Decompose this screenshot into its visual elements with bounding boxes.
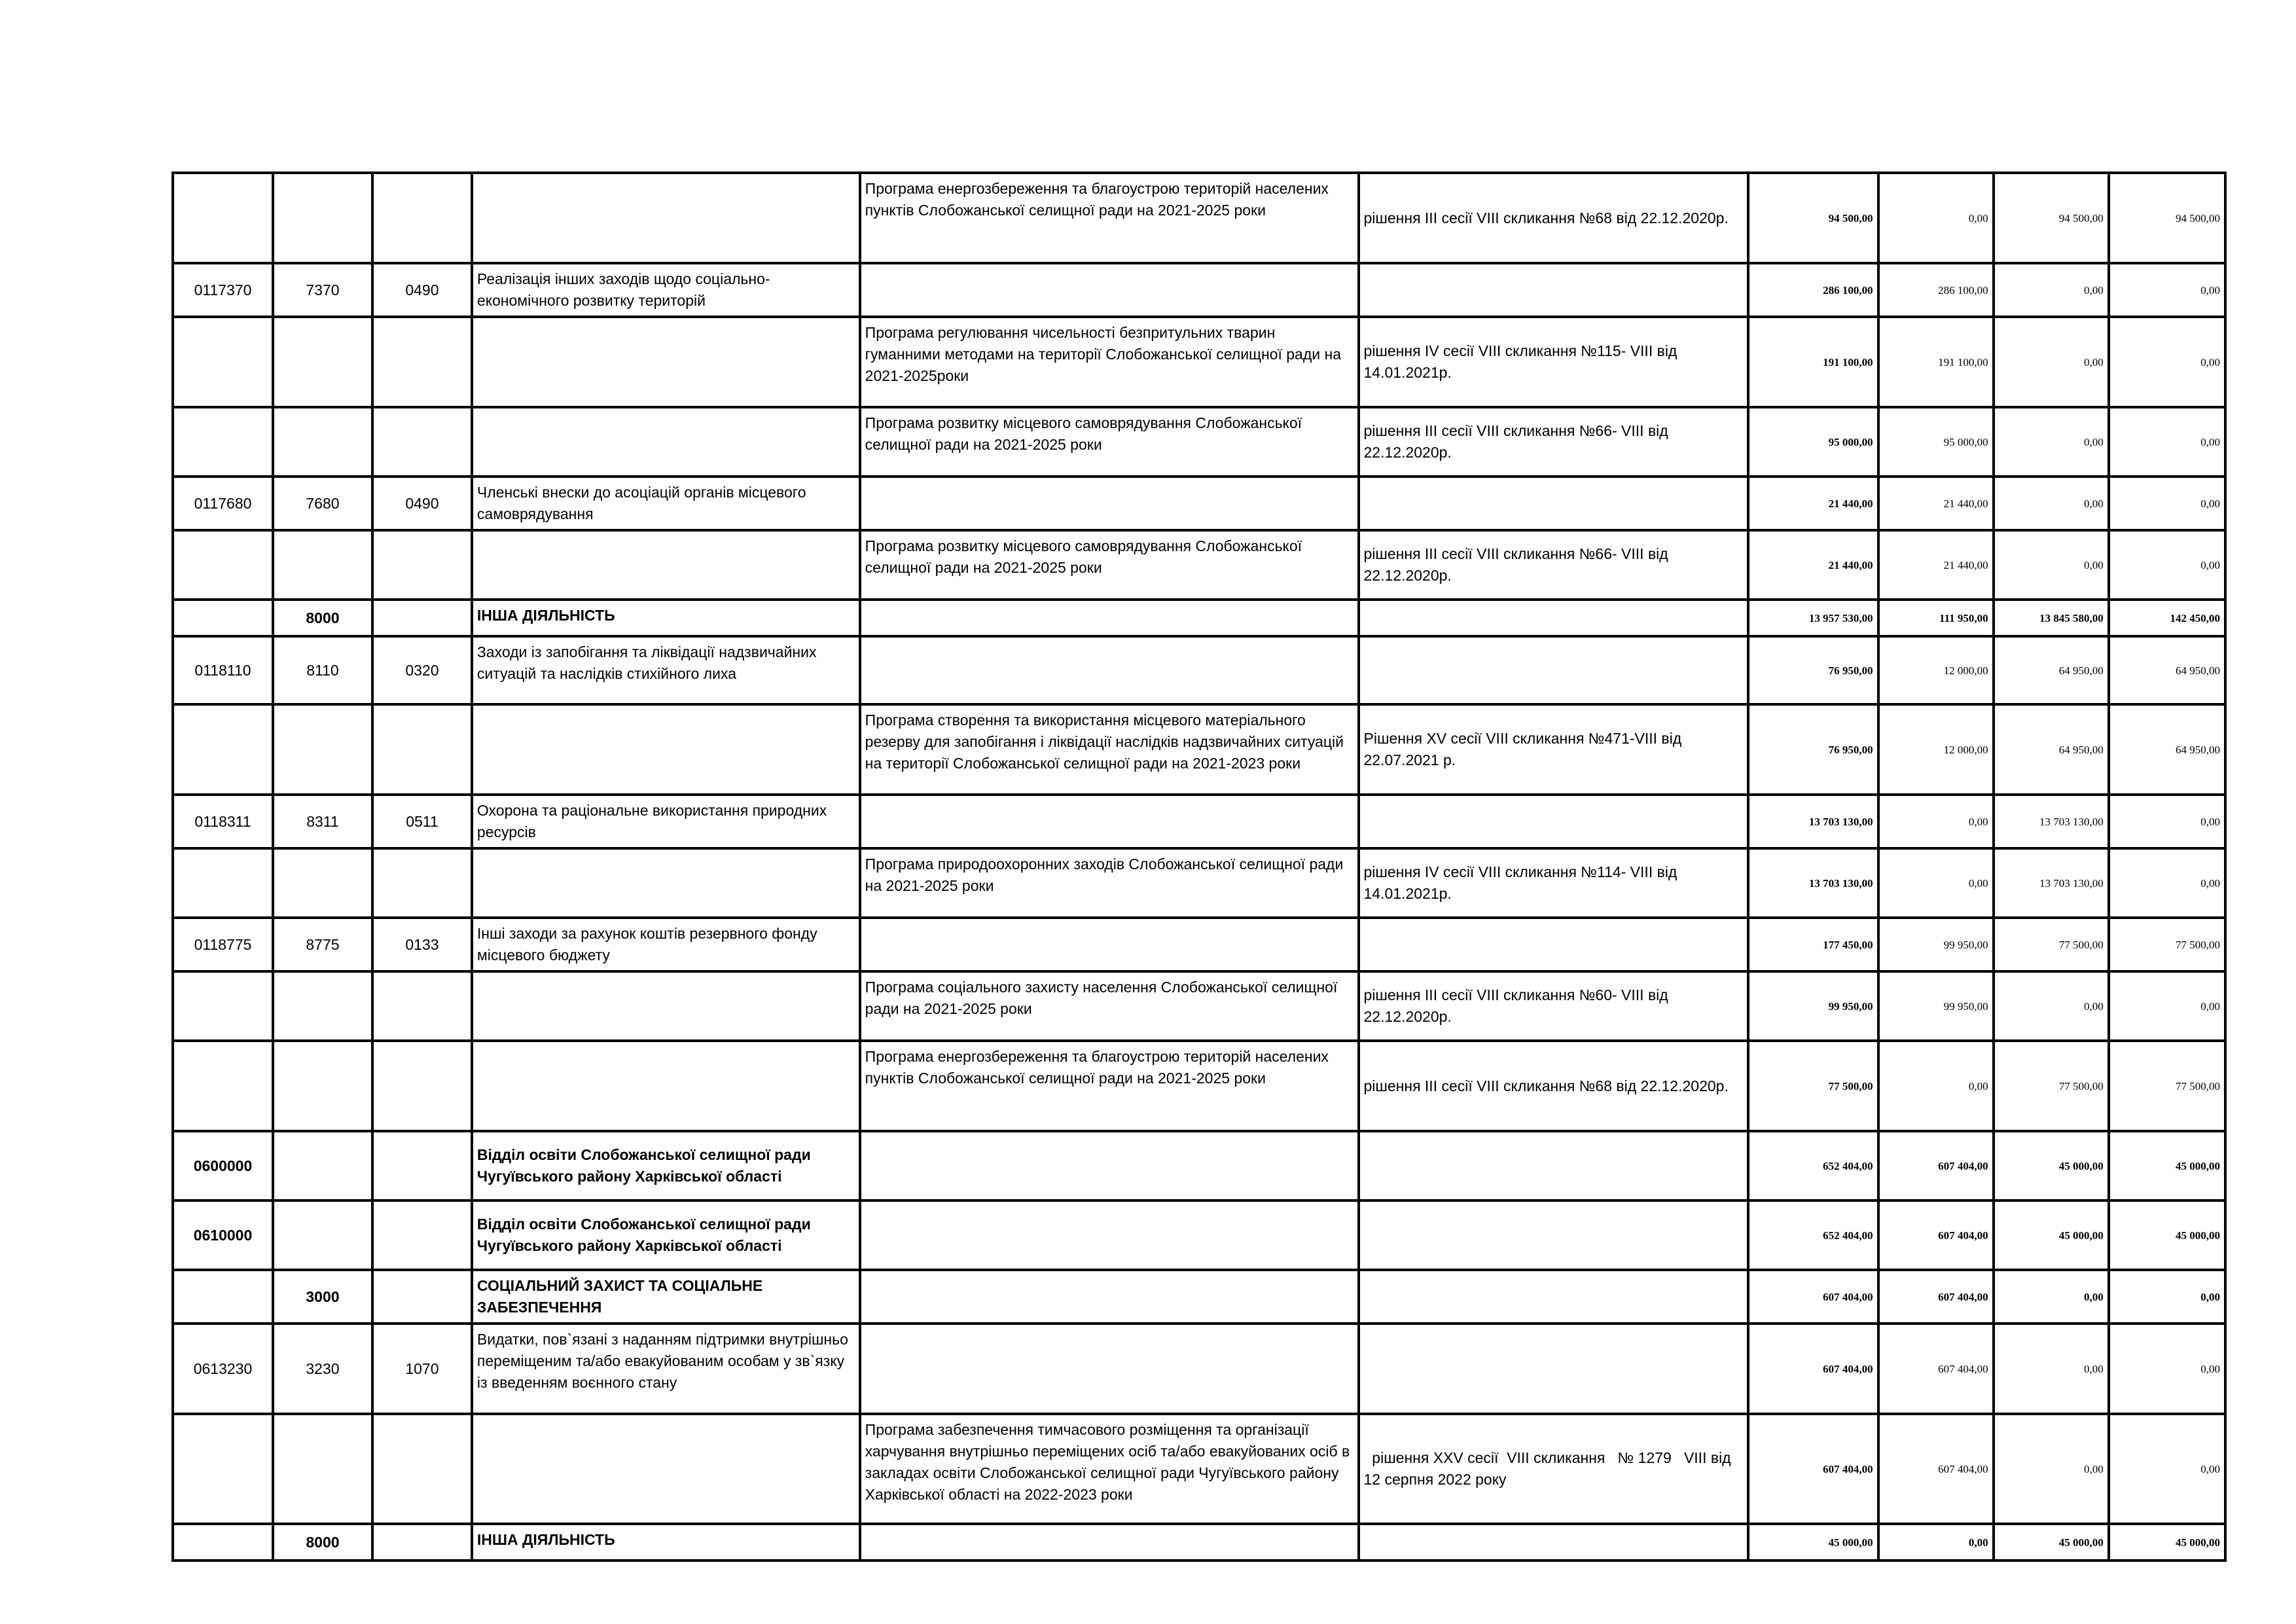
function-code-cell: 0490: [372, 477, 472, 530]
name-cell: Інші заходи за рахунок коштів резервного фонду місцевого бюджету: [472, 918, 860, 971]
table-row: [173, 918, 2225, 971]
total-cell: 13 703 130,00: [1748, 795, 1878, 848]
name-cell: ІНША ДІЯЛЬНІСТЬ: [472, 600, 860, 636]
program-code-cell: 0118311: [173, 795, 273, 848]
development-budget-cell: 77 500,00: [2109, 1041, 2225, 1131]
development-budget-cell: 45 000,00: [2109, 1131, 2225, 1200]
table-row: [173, 530, 2225, 600]
name-cell: Заходи із запобігання та ліквідації надзвичайних ситуацій та наслідків стихійного лиха: [472, 636, 860, 704]
general-fund-cell: 99 950,00: [1878, 971, 1994, 1041]
development-budget-cell: 0,00: [2109, 971, 2225, 1041]
general-fund-cell: 12 000,00: [1878, 704, 1994, 795]
kfk-code-cell: 3230: [273, 1324, 372, 1414]
total-cell: 177 450,00: [1748, 918, 1878, 971]
name-cell: [472, 971, 860, 1041]
section-row: [173, 1270, 2225, 1324]
special-fund-cell: 0,00: [1994, 477, 2109, 530]
kfk-code-cell: [273, 971, 372, 1041]
development-budget-cell: 0,00: [2109, 848, 2225, 918]
kfk-code-cell: [273, 530, 372, 600]
program-code-cell: [173, 848, 273, 918]
decision-cell: рішення ІІІ сесії VIIІ скликання №68 від 22.12.2020р.: [1359, 173, 1749, 263]
program-cell: Програма енергозбереження та благоустрою територій населених пунктів Слобожанської селищної ради на 2021-2025 роки: [860, 173, 1359, 263]
total-cell: 94 500,00: [1748, 173, 1878, 263]
total-cell: 45 000,00: [1748, 1524, 1878, 1561]
kfk-code-cell: 8775: [273, 918, 372, 971]
development-budget-cell: 0,00: [2109, 1270, 2225, 1324]
total-cell: 607 404,00: [1748, 1414, 1878, 1524]
development-budget-cell: 0,00: [2109, 1414, 2225, 1524]
function-code-cell: [372, 600, 472, 636]
program-code-cell: 0118775: [173, 918, 273, 971]
program-code-cell: [173, 1270, 273, 1324]
decision-cell: [1359, 636, 1749, 704]
function-code-cell: 1070: [372, 1324, 472, 1414]
total-cell: 607 404,00: [1748, 1270, 1878, 1324]
special-fund-cell: 77 500,00: [1994, 1041, 2109, 1131]
kfk-code-cell: [273, 848, 372, 918]
special-fund-cell: 0,00: [1994, 1324, 2109, 1414]
program-cell: [860, 1324, 1359, 1414]
special-fund-cell: 94 500,00: [1994, 173, 2109, 263]
function-code-cell: 0320: [372, 636, 472, 704]
kfk-code-cell: [273, 173, 372, 263]
table-row: [173, 263, 2225, 317]
decision-cell: [1359, 600, 1749, 636]
function-code-cell: [372, 173, 472, 263]
kfk-code-cell: [273, 1041, 372, 1131]
program-code-cell: 0117680: [173, 477, 273, 530]
table-row: [173, 795, 2225, 848]
program-code-cell: [173, 971, 273, 1041]
kfk-code-cell: [273, 1200, 372, 1270]
name-cell: Відділ освіти Слобожанської селищної ради Чугуївського району Харківської області: [472, 1200, 860, 1270]
general-fund-cell: 99 950,00: [1878, 918, 1994, 971]
decision-cell: [1359, 1270, 1749, 1324]
general-fund-cell: 12 000,00: [1878, 636, 1994, 704]
development-budget-cell: 64 950,00: [2109, 704, 2225, 795]
total-cell: 652 404,00: [1748, 1131, 1878, 1200]
general-fund-cell: 607 404,00: [1878, 1131, 1994, 1200]
total-cell: 95 000,00: [1748, 407, 1878, 477]
program-cell: [860, 918, 1359, 971]
table-row: [173, 636, 2225, 704]
function-code-cell: [372, 530, 472, 600]
special-fund-cell: 0,00: [1994, 317, 2109, 407]
general-fund-cell: 607 404,00: [1878, 1324, 1994, 1414]
table-row: [173, 848, 2225, 918]
total-cell: 77 500,00: [1748, 1041, 1878, 1131]
program-cell: Програма створення та використання місцевого матеріального резерву для запобігання і ліквідації наслідків надзвичайних ситуацій на території Слобожанської селищної ради на 2021-2023 роки: [860, 704, 1359, 795]
function-code-cell: [372, 1200, 472, 1270]
decision-cell: [1359, 918, 1749, 971]
total-cell: 652 404,00: [1748, 1200, 1878, 1270]
general-fund-cell: 0,00: [1878, 848, 1994, 918]
program-code-cell: 0118110: [173, 636, 273, 704]
special-fund-cell: 45 000,00: [1994, 1200, 2109, 1270]
kfk-code-cell: 8311: [273, 795, 372, 848]
name-cell: [472, 1041, 860, 1131]
kfk-code-cell: 8000: [273, 600, 372, 636]
program-code-cell: [173, 1414, 273, 1524]
program-code-cell: 0600000: [173, 1131, 273, 1200]
table-row: [173, 1324, 2225, 1414]
kfk-code-cell: 8000: [273, 1524, 372, 1561]
decision-cell: [1359, 1131, 1749, 1200]
special-fund-cell: 0,00: [1994, 1270, 2109, 1324]
function-code-cell: [372, 704, 472, 795]
name-cell: Членські внески до асоціацій органів місцевого самоврядування: [472, 477, 860, 530]
decision-cell: [1359, 1200, 1749, 1270]
program-cell: Програма соціального захисту населення Слобожанської селищної ради на 2021-2025 роки: [860, 971, 1359, 1041]
program-code-cell: [173, 600, 273, 636]
development-budget-cell: 0,00: [2109, 317, 2225, 407]
section-row: [173, 600, 2225, 636]
decision-cell: [1359, 263, 1749, 317]
program-cell: Програма забезпечення тимчасового розміщення та організації харчування внутрішньо переміщених осіб та/або евакуйованих осіб в закладах освіти Слобожанської селищної ради Чугуївського району Харківської області на 2022-2023 роки: [860, 1414, 1359, 1524]
total-cell: 607 404,00: [1748, 1324, 1878, 1414]
development-budget-cell: 142 450,00: [2109, 600, 2225, 636]
decision-cell: рішення IV сесії VIIІ скликання №115- VIII від 14.01.2021р.: [1359, 317, 1749, 407]
program-cell: Програма регулювання чисельності безпритульних тварин гуманними методами на території Слобожанської селищної ради на 2021-2025роки: [860, 317, 1359, 407]
special-fund-cell: 13 703 130,00: [1994, 848, 2109, 918]
name-cell: [472, 407, 860, 477]
special-fund-cell: 13 703 130,00: [1994, 795, 2109, 848]
general-fund-cell: 286 100,00: [1878, 263, 1994, 317]
name-cell: [472, 704, 860, 795]
function-code-cell: [372, 1524, 472, 1561]
special-fund-cell: 77 500,00: [1994, 918, 2109, 971]
general-fund-cell: 111 950,00: [1878, 600, 1994, 636]
section-row: [173, 1524, 2225, 1561]
kfk-code-cell: [273, 407, 372, 477]
function-code-cell: [372, 971, 472, 1041]
general-fund-cell: 95 000,00: [1878, 407, 1994, 477]
program-cell: [860, 1131, 1359, 1200]
function-code-cell: [372, 317, 472, 407]
program-code-cell: [173, 530, 273, 600]
total-cell: 13 703 130,00: [1748, 848, 1878, 918]
name-cell: ІНША ДІЯЛЬНІСТЬ: [472, 1524, 860, 1561]
development-budget-cell: 0,00: [2109, 263, 2225, 317]
function-code-cell: [372, 1131, 472, 1200]
decision-cell: [1359, 1524, 1749, 1561]
name-cell: Реалізація інших заходів щодо соціально-економічного розвитку територій: [472, 263, 860, 317]
name-cell: [472, 317, 860, 407]
general-fund-cell: 191 100,00: [1878, 317, 1994, 407]
decision-cell: рішення XXV сесії VIII скликання № 1279 VIII від 12 серпня 2022 року: [1359, 1414, 1749, 1524]
program-cell: [860, 263, 1359, 317]
kfk-code-cell: [273, 1414, 372, 1524]
name-cell: [472, 1414, 860, 1524]
decision-cell: Рішення XV сесії VIII скликання №471-VIII від 22.07.2021 р.: [1359, 704, 1749, 795]
special-fund-cell: 0,00: [1994, 530, 2109, 600]
program-code-cell: 0613230: [173, 1324, 273, 1414]
total-cell: 13 957 530,00: [1748, 600, 1878, 636]
development-budget-cell: 0,00: [2109, 530, 2225, 600]
decision-cell: [1359, 795, 1749, 848]
program-code-cell: 0117370: [173, 263, 273, 317]
program-cell: [860, 1200, 1359, 1270]
function-code-cell: [372, 407, 472, 477]
total-cell: 286 100,00: [1748, 263, 1878, 317]
kfk-code-cell: 3000: [273, 1270, 372, 1324]
table-row: [173, 477, 2225, 530]
general-fund-cell: 0,00: [1878, 1041, 1994, 1131]
kfk-code-cell: [273, 1131, 372, 1200]
special-fund-cell: 0,00: [1994, 1414, 2109, 1524]
development-budget-cell: 0,00: [2109, 795, 2225, 848]
decision-cell: рішення ІІІ сесії VIIІ скликання №60- VIII від 22.12.2020р.: [1359, 971, 1749, 1041]
general-fund-cell: 607 404,00: [1878, 1414, 1994, 1524]
name-cell: Відділ освіти Слобожанської селищної ради Чугуївського району Харківської області: [472, 1131, 860, 1200]
total-cell: 76 950,00: [1748, 636, 1878, 704]
name-cell: [472, 173, 860, 263]
development-budget-cell: 64 950,00: [2109, 636, 2225, 704]
program-code-cell: [173, 1524, 273, 1561]
department-row: [173, 1200, 2225, 1270]
program-cell: Програма енергозбереження та благоустрою територій населених пунктів Слобожанської селищної ради на 2021-2025 роки: [860, 1041, 1359, 1131]
general-fund-cell: 21 440,00: [1878, 477, 1994, 530]
table-row: [173, 1041, 2225, 1131]
name-cell: [472, 530, 860, 600]
program-code-cell: [173, 704, 273, 795]
development-budget-cell: 0,00: [2109, 1324, 2225, 1414]
special-fund-cell: 45 000,00: [1994, 1131, 2109, 1200]
name-cell: СОЦІАЛЬНИЙ ЗАХИСТ ТА СОЦІАЛЬНЕ ЗАБЕЗПЕЧЕННЯ: [472, 1270, 860, 1324]
development-budget-cell: 0,00: [2109, 477, 2225, 530]
total-cell: 99 950,00: [1748, 971, 1878, 1041]
table-row: [173, 1414, 2225, 1524]
general-fund-cell: 0,00: [1878, 1524, 1994, 1561]
decision-cell: рішення IV сесії VIIІ скликання №114- VIII від 14.01.2021р.: [1359, 848, 1749, 918]
special-fund-cell: 64 950,00: [1994, 636, 2109, 704]
department-row: [173, 1131, 2225, 1200]
kfk-code-cell: 8110: [273, 636, 372, 704]
program-code-cell: 0610000: [173, 1200, 273, 1270]
table-row: [173, 317, 2225, 407]
program-cell: [860, 1524, 1359, 1561]
general-fund-cell: 21 440,00: [1878, 530, 1994, 600]
special-fund-cell: 0,00: [1994, 971, 2109, 1041]
program-cell: [860, 795, 1359, 848]
kfk-code-cell: [273, 317, 372, 407]
development-budget-cell: 45 000,00: [2109, 1524, 2225, 1561]
program-code-cell: [173, 1041, 273, 1131]
program-cell: [860, 1270, 1359, 1324]
table-row: [173, 704, 2225, 795]
decision-cell: рішення ІІІ сесії VIIІ скликання №68 від 22.12.2020р.: [1359, 1041, 1749, 1131]
general-fund-cell: 607 404,00: [1878, 1200, 1994, 1270]
total-cell: 76 950,00: [1748, 704, 1878, 795]
general-fund-cell: 0,00: [1878, 173, 1994, 263]
special-fund-cell: 64 950,00: [1994, 704, 2109, 795]
function-code-cell: 0490: [372, 263, 472, 317]
special-fund-cell: 45 000,00: [1994, 1524, 2109, 1561]
function-code-cell: [372, 848, 472, 918]
kfk-code-cell: 7680: [273, 477, 372, 530]
function-code-cell: [372, 1041, 472, 1131]
total-cell: 191 100,00: [1748, 317, 1878, 407]
program-code-cell: [173, 407, 273, 477]
decision-cell: рішення ІІІ сесії VIIІ скликання №66- VIII від 22.12.2020р.: [1359, 530, 1749, 600]
program-code-cell: [173, 317, 273, 407]
function-code-cell: [372, 1414, 472, 1524]
special-fund-cell: 0,00: [1994, 407, 2109, 477]
program-cell: Програма розвитку місцевого самоврядування Слобожанської селищної ради на 2021-2025 роки: [860, 407, 1359, 477]
development-budget-cell: 0,00: [2109, 407, 2225, 477]
development-budget-cell: 94 500,00: [2109, 173, 2225, 263]
table-row: [173, 971, 2225, 1041]
name-cell: Видатки, пов`язані з наданням підтримки внутрішньо переміщеним та/або евакуйованим особам у зв`язку із введенням воєнного стану: [472, 1324, 860, 1414]
total-cell: 21 440,00: [1748, 530, 1878, 600]
special-fund-cell: 0,00: [1994, 263, 2109, 317]
function-code-cell: 0133: [372, 918, 472, 971]
general-fund-cell: 0,00: [1878, 795, 1994, 848]
program-cell: Програма природоохоронних заходів Слобожанської селищної ради на 2021-2025 роки: [860, 848, 1359, 918]
special-fund-cell: 13 845 580,00: [1994, 600, 2109, 636]
function-code-cell: 0511: [372, 795, 472, 848]
budget-programs-table: [171, 171, 2227, 1562]
decision-cell: [1359, 1324, 1749, 1414]
development-budget-cell: 77 500,00: [2109, 918, 2225, 971]
function-code-cell: [372, 1270, 472, 1324]
program-cell: [860, 600, 1359, 636]
table-row: [173, 173, 2225, 263]
name-cell: Охорона та раціональне використання природних ресурсів: [472, 795, 860, 848]
program-code-cell: [173, 173, 273, 263]
name-cell: [472, 848, 860, 918]
decision-cell: [1359, 477, 1749, 530]
program-cell: [860, 636, 1359, 704]
kfk-code-cell: [273, 704, 372, 795]
table-row: [173, 407, 2225, 477]
development-budget-cell: 45 000,00: [2109, 1200, 2225, 1270]
total-cell: 21 440,00: [1748, 477, 1878, 530]
decision-cell: рішення ІІІ сесії VIIІ скликання №66- VIII від 22.12.2020р.: [1359, 407, 1749, 477]
general-fund-cell: 607 404,00: [1878, 1270, 1994, 1324]
program-cell: [860, 477, 1359, 530]
program-cell: Програма розвитку місцевого самоврядування Слобожанської селищної ради на 2021-2025 роки: [860, 530, 1359, 600]
kfk-code-cell: 7370: [273, 263, 372, 317]
